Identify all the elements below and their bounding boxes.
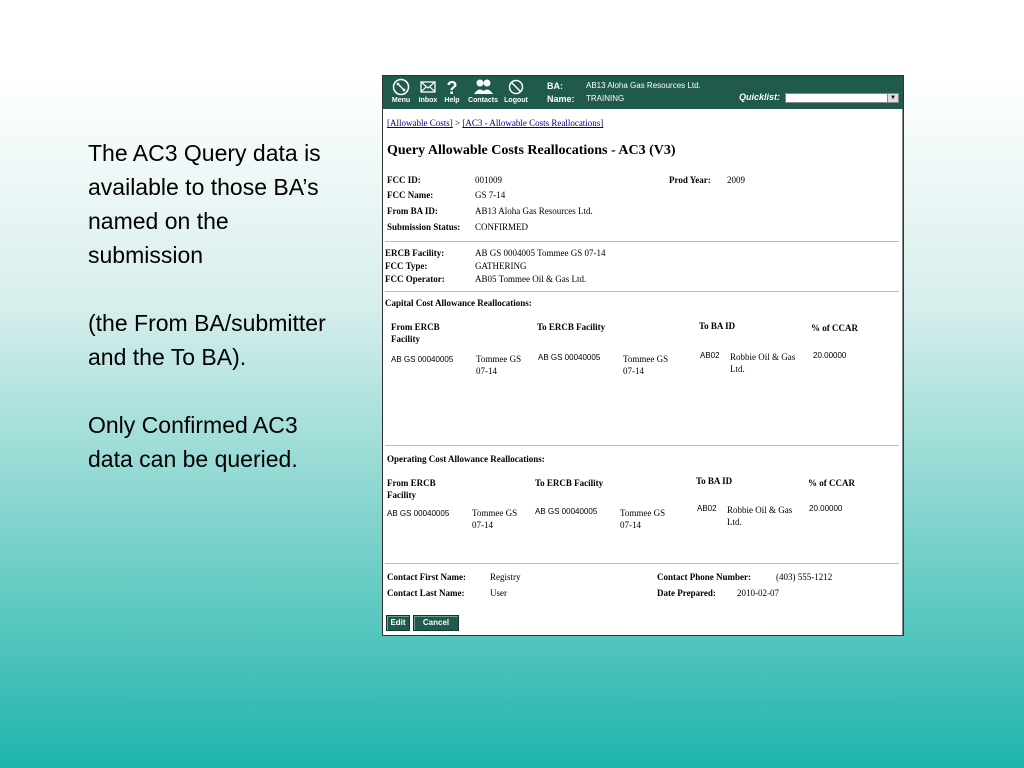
help-label: Help xyxy=(444,97,460,104)
slide-description xyxy=(88,136,328,510)
cancel-button[interactable]: Cancel xyxy=(413,615,459,631)
capital-to-name: Tommee GS 07-14 xyxy=(623,354,669,376)
contact-phone-value: (403) 555-1212 xyxy=(776,572,833,582)
contact-last-label: Contact Last Name: xyxy=(387,588,465,598)
fcc-name-label: FCC Name: xyxy=(387,190,434,200)
top-toolbar xyxy=(383,76,903,109)
slide-paragraph-1: The AC3 Query data is available to those BA’s named on the submission xyxy=(88,140,321,268)
operating-header-from: From ERCB Facility xyxy=(387,478,436,500)
operating-ba-code: AB02 xyxy=(697,504,717,513)
logout-icon xyxy=(507,78,525,96)
divider xyxy=(385,445,899,446)
operating-header-pct: % of CCAR xyxy=(808,478,855,488)
ercb-facility-label: ERCB Facility: xyxy=(385,248,445,258)
menu-label: Menu xyxy=(391,97,411,104)
date-prepared-label: Date Prepared: xyxy=(657,588,716,598)
breadcrumb xyxy=(387,118,603,128)
date-prepared-value: 2010-02-07 xyxy=(737,588,779,598)
name-label: Name: xyxy=(547,94,575,104)
fcc-type-label: FCC Type: xyxy=(385,261,428,271)
capital-heading: Capital Cost Allowance Reallocations: xyxy=(385,298,532,308)
fcc-operator-label: FCC Operator: xyxy=(385,274,445,284)
capital-header-from: From ERCB Facility xyxy=(391,322,440,344)
capital-from-name: Tommee GS 07-14 xyxy=(476,354,522,376)
divider xyxy=(385,563,899,564)
operating-from-code: AB GS 00040005 xyxy=(387,509,450,518)
contacts-label: Contacts xyxy=(468,97,498,104)
contacts-button[interactable] xyxy=(467,78,499,105)
from-ba-label: From BA ID: xyxy=(387,206,438,216)
inbox-icon xyxy=(419,78,437,96)
edit-button[interactable]: Edit xyxy=(386,615,410,631)
contacts-icon xyxy=(472,78,494,96)
divider xyxy=(385,291,899,292)
page-title xyxy=(387,143,676,159)
prod-year-value: 2009 xyxy=(727,175,745,185)
menu-button[interactable] xyxy=(387,78,415,105)
slide-paragraph-2: (the From BA/submitter and the To BA). xyxy=(88,310,326,370)
operating-to-name: Tommee GS 07-14 xyxy=(620,508,666,530)
capital-header-ba: To BA ID xyxy=(699,321,736,331)
quicklist-select[interactable] xyxy=(785,93,899,103)
operating-from-name: Tommee GS 07-14 xyxy=(472,508,518,530)
operating-heading: Operating Cost Allowance Reallocations: xyxy=(387,454,545,464)
ba-label: BA: xyxy=(547,81,563,91)
app-screenshot xyxy=(382,75,904,636)
ercb-facility-value: AB GS 0004005 Tommee GS 07-14 xyxy=(475,248,606,258)
logout-button[interactable] xyxy=(502,78,530,105)
fcc-type-value: GATHERING xyxy=(475,261,527,271)
contact-first-value: Registry xyxy=(490,572,521,582)
operating-header-ba: To BA ID xyxy=(696,476,733,486)
help-icon xyxy=(443,78,461,96)
menu-icon xyxy=(392,78,410,96)
quicklist-label: Quicklist: xyxy=(739,92,781,102)
operating-header-to: To ERCB Facility xyxy=(535,478,604,488)
capital-ba-code: AB02 xyxy=(700,351,720,360)
ba-value: AB13 Aloha Gas Resources Ltd. xyxy=(586,81,701,90)
capital-pct: 20.00000 xyxy=(813,351,847,360)
capital-header-to: To ERCB Facility xyxy=(537,322,606,332)
submission-status-value: CONFIRMED xyxy=(475,222,529,232)
chevron-down-icon[interactable]: ▼ xyxy=(887,94,898,102)
scrollbar-edge xyxy=(902,109,903,635)
logout-label: Logout xyxy=(504,97,528,104)
name-value: TRAINING xyxy=(586,94,625,103)
help-button[interactable] xyxy=(438,78,466,105)
fcc-operator-value: AB05 Tommee Oil & Gas Ltd. xyxy=(475,274,587,284)
contact-last-value: User xyxy=(490,588,507,598)
fcc-id-value: 001009 xyxy=(475,175,502,185)
prod-year-label: Prod Year: xyxy=(669,175,711,185)
submission-status-label: Submission Status: xyxy=(387,222,461,232)
operating-ba-name: Robbie Oil & Gas Ltd. xyxy=(727,505,793,527)
page-title-prefix: Query xyxy=(387,143,426,158)
operating-pct: 20.00000 xyxy=(809,504,843,513)
from-ba-value: AB13 Aloha Gas Resources Ltd. xyxy=(475,206,593,216)
fcc-id-label: FCC ID: xyxy=(387,175,421,185)
fcc-name-value: GS 7-14 xyxy=(475,190,506,200)
capital-ba-name: Robbie Oil & Gas Ltd. xyxy=(730,352,796,374)
slide-paragraph-3: Only Confirmed AC3 data can be queried. xyxy=(88,412,298,472)
breadcrumb-separator: > xyxy=(452,118,463,128)
contact-first-label: Contact First Name: xyxy=(387,572,466,582)
inbox-label: Inbox xyxy=(418,97,438,104)
capital-to-code: AB GS 00040005 xyxy=(538,353,601,362)
capital-header-pct: % of CCAR xyxy=(811,323,858,333)
svg-text:?: ? xyxy=(446,78,458,96)
capital-from-code: AB GS 00040005 xyxy=(391,355,454,364)
breadcrumb-ac3[interactable]: [AC3 - Allowable Costs Reallocations] xyxy=(462,118,604,128)
breadcrumb-allowable-costs[interactable]: [Allowable Costs] xyxy=(387,118,453,128)
page-title-main: Allowable Costs Reallocations - AC3 (V3) xyxy=(427,143,676,158)
operating-to-code: AB GS 00040005 xyxy=(535,507,598,516)
divider xyxy=(385,241,899,242)
contact-phone-label: Contact Phone Number: xyxy=(657,572,751,582)
